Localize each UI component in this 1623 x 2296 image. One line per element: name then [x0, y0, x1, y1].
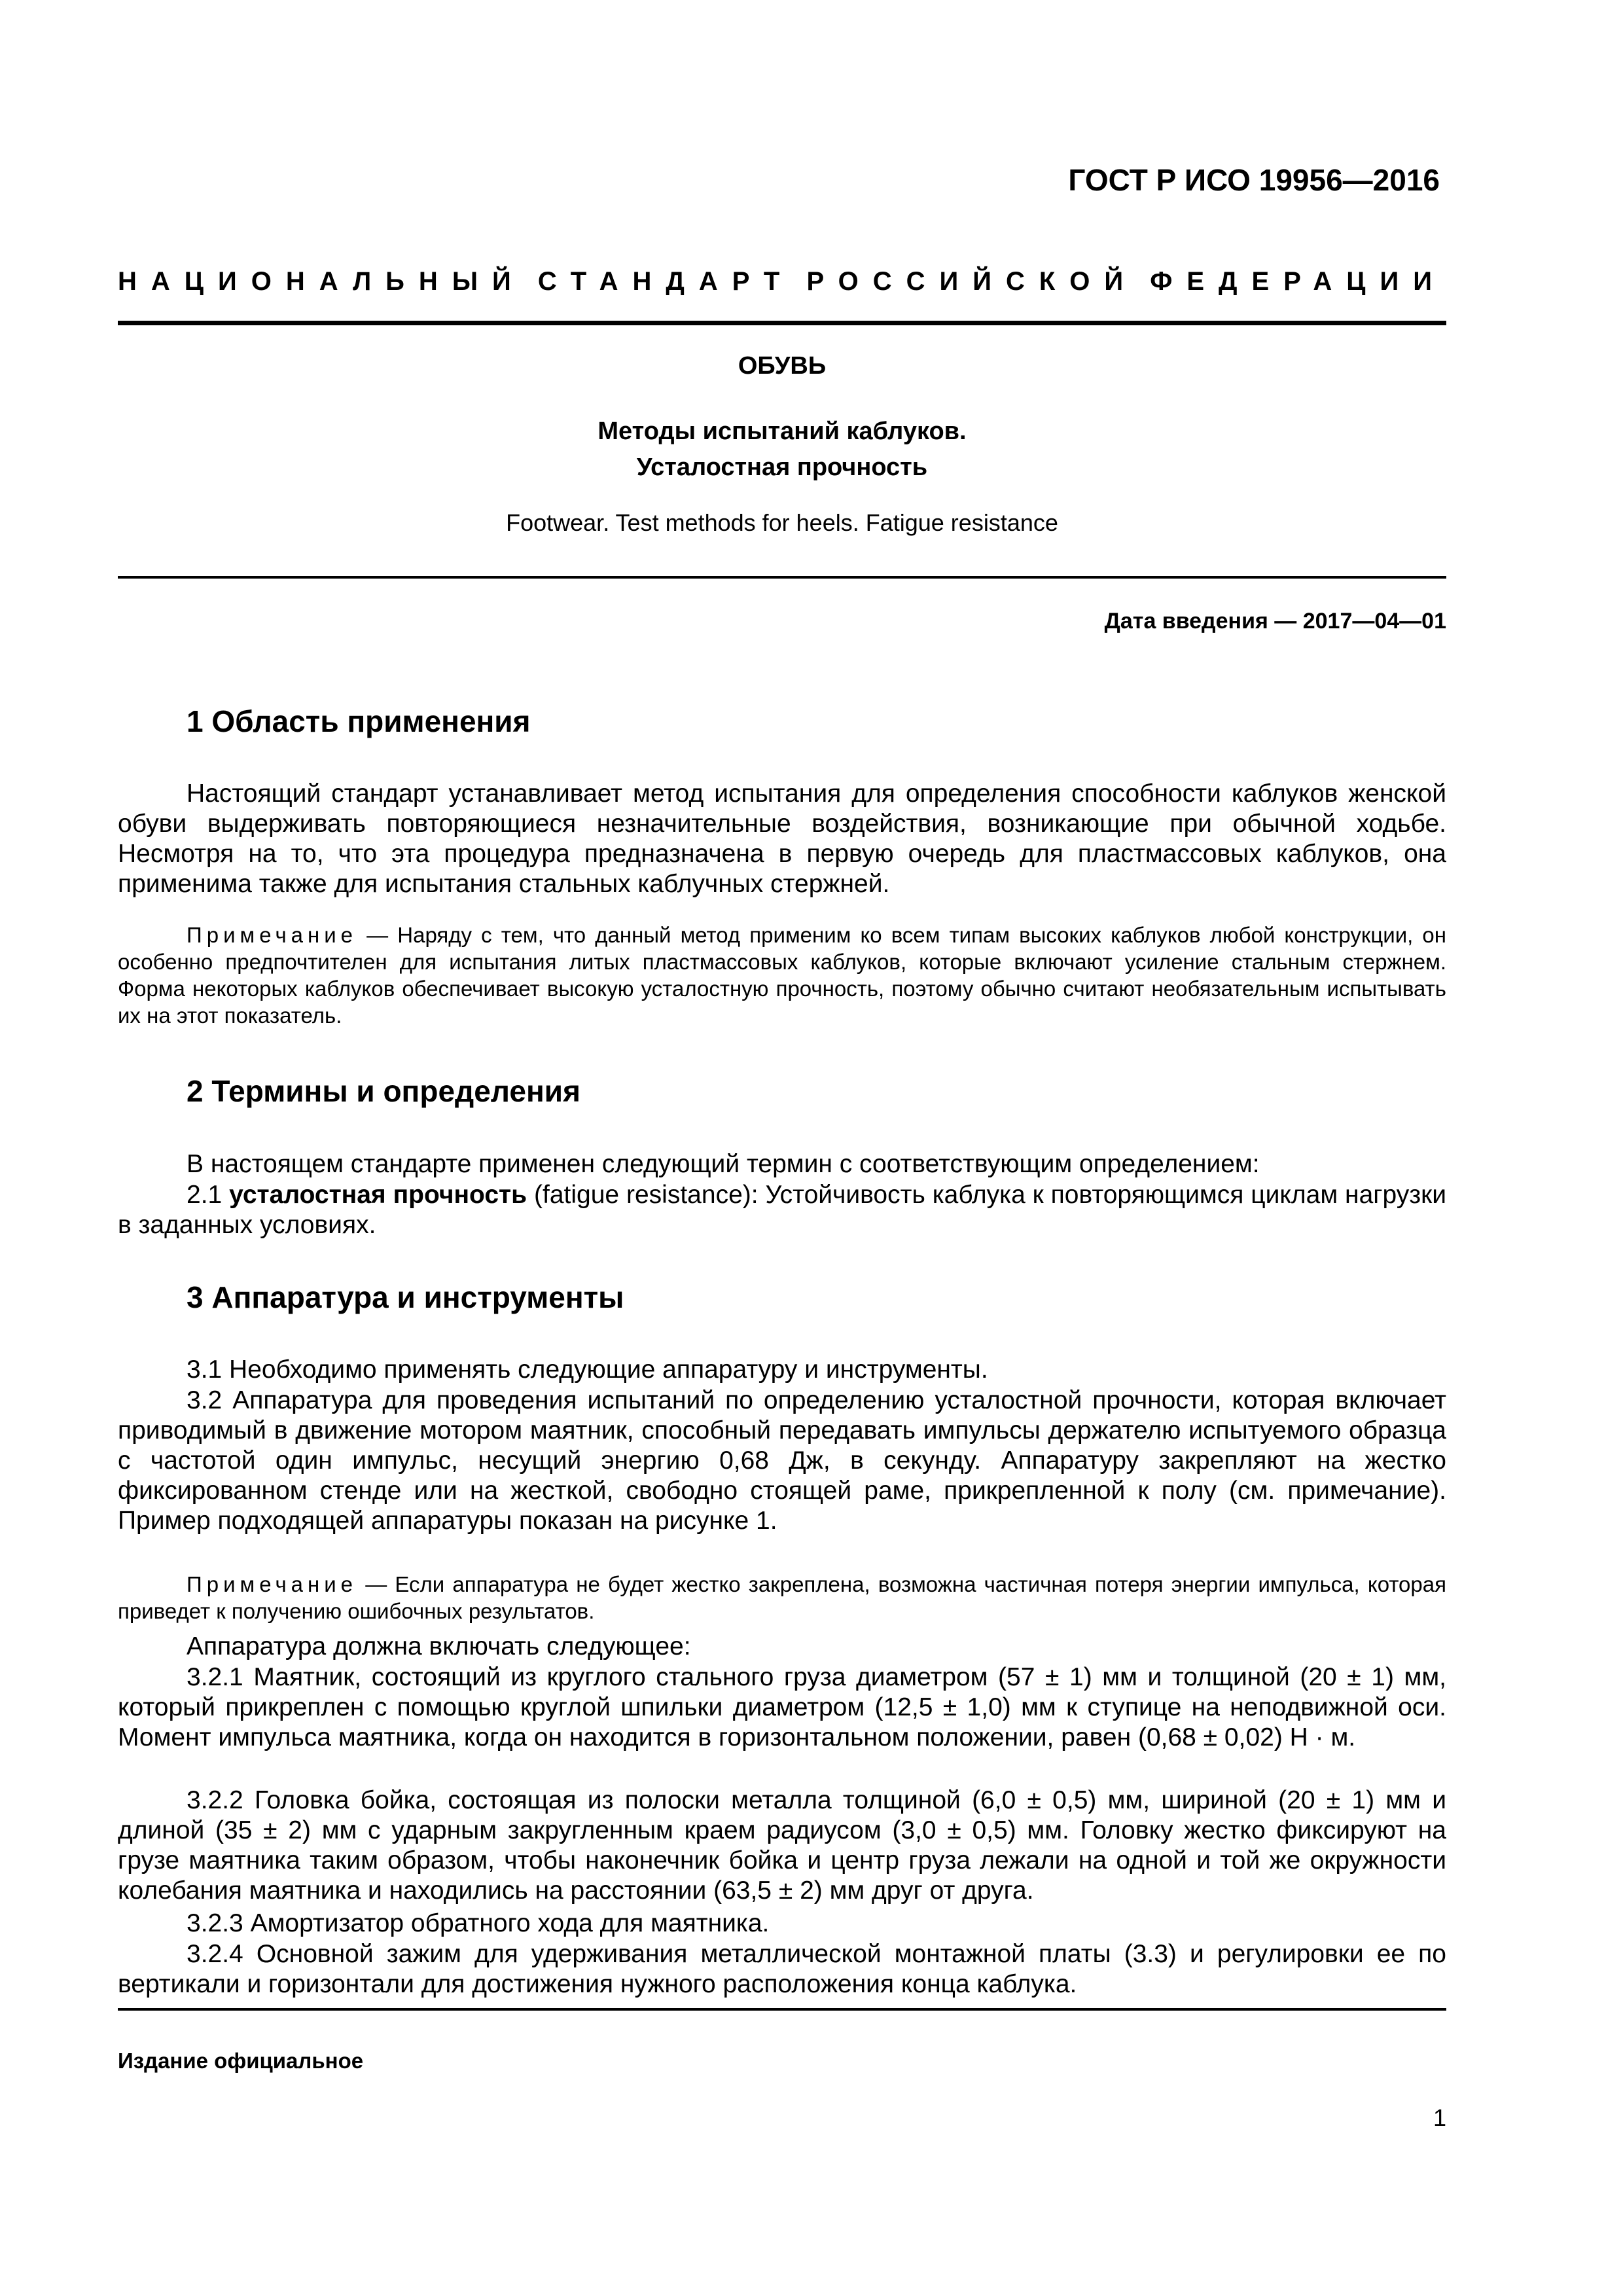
paragraph: 3.2.2 Головка бойка, состоящая из полоски металла толщиной (6,0 ± 0,5) мм, шириной (20 ± 1) мм и длиной (35 ± 2) мм с ударным закругленным краем радиусом (3,0 ± 0,5) мм. Головку жестко фиксируют на грузе маятника таким образом, чтобы наконечник бойка и центр груза лежали на одной и той же окружности колебания маятника и находились на расстоянии (63,5 ± 2) мм друг от друга.: [118, 1786, 1446, 1905]
note-label: Примечание: [187, 923, 358, 947]
note: Примечание — Наряду с тем, что данный метод применим ко всем типам высоких каблуков любой конструкции, он особенно предпочтителен для испытания литых пластмассовых каблуков, которые включают усиление стальным стержнем. Форма некоторых каблуков обеспечивает высокую усталостную прочность, поэтому обычно считают необязательным испытывать их на этот показатель.: [118, 923, 1446, 1028]
note-label: Примечание: [187, 1572, 358, 1596]
english-title: Footwear. Test methods for heels. Fatigue resistance: [506, 509, 1058, 536]
national-standard-banner: [118, 267, 1446, 296]
note: Примечание — Если аппаратура не будет жестко закреплена, возможна частичная потеря энергии импульса, которая приведет к получению ошибочных результатов.: [118, 1572, 1446, 1623]
banner-word: ФЕДЕРАЦИИ: [1150, 267, 1446, 296]
paragraph: Аппаратура должна включать следующее:: [187, 1632, 691, 1660]
official-edition-label: Издание официальное: [118, 2049, 364, 2073]
paragraph: 3.2 Аппаратура для проведения испытаний по определению усталостной прочности, которая включает приводимый в движение мотором маятник, способный передавать импульсы держателю испытуемого образца с частотой один импульс, несущий энергию 0,68 Дж, в секунду. Аппаратуру закрепляют на жестко фиксированном стенде или на жесткой, свободно стоящей раме, прикрепленной к полу (см. примечание). Пример подходящей аппаратуры показан на рисунке 1.: [118, 1386, 1446, 1535]
paragraph: 3.1 Необходимо применять следующие аппаратуру и инструменты.: [187, 1355, 988, 1384]
page-number: 1: [1433, 2104, 1446, 2131]
subtitle-line: Усталостная прочность: [636, 454, 928, 481]
paragraph: 3.2.4 Основной зажим для удерживания металлической монтажной платы (3.3) и регулировки ее по вертикали и горизонтали для достижения нужного расположения конца каблука.: [118, 1940, 1446, 1998]
title-divider: [118, 576, 1446, 579]
paragraph: В настоящем стандарте применен следующий термин с соответствующим определением:: [187, 1150, 1260, 1178]
term-definition: 2.1 усталостная прочность (fatigue resistance): Устойчивость каблука к повторяющимся циклам нагрузки в заданных условиях.: [118, 1181, 1446, 1239]
document-title: ОБУВЬ: [738, 352, 827, 380]
footer-divider: [118, 2008, 1446, 2011]
banner-word: РОССИЙСКОЙ: [806, 267, 1138, 296]
paragraph: 3.2.3 Амортизатор обратного хода для маятника.: [187, 1909, 770, 1937]
introduction-date: Дата введения — 2017—04—01: [1104, 609, 1446, 634]
document-code: ГОСТ Р ИСО 19956—2016: [1068, 163, 1440, 197]
section-heading: 1 Область применения: [187, 704, 531, 738]
header-divider: [118, 321, 1446, 325]
banner-word: СТАНДАРТ: [537, 267, 794, 296]
term: усталостная прочность: [229, 1181, 527, 1209]
paragraph: Настоящий стандарт устанавливает метод испытания для определения способности каблуков женской обуви выдерживать повторяющиеся незначительные воздействия, возникающие при обычной ходьбе. Несмотря на то, что эта процедура предназначена в первую очередь для пластмассовых каблуков, она применима также для испытания стальных каблучных стержней.: [118, 780, 1446, 898]
section-heading: 2 Термины и определения: [187, 1074, 580, 1108]
banner-word: НАЦИОНАЛЬНЫЙ: [118, 267, 526, 296]
paragraph: 3.2.1 Маятник, состоящий из круглого стального груза диаметром (57 ± 1) мм и толщиной (20 ± 1) мм, который прикреплен с помощью круглой шпильки диаметром (12,5 ± 1,0) мм к ступице на неподвижной оси. Момент импульса маятника, когда он находится в горизонтальном положении, равен (0,68 ± 0,02) Н · м.: [118, 1663, 1446, 1751]
section-heading: 3 Аппаратура и инструменты: [187, 1280, 624, 1314]
document-subtitle: [118, 414, 1446, 486]
subtitle-line: Методы испытаний каблуков.: [597, 418, 967, 445]
